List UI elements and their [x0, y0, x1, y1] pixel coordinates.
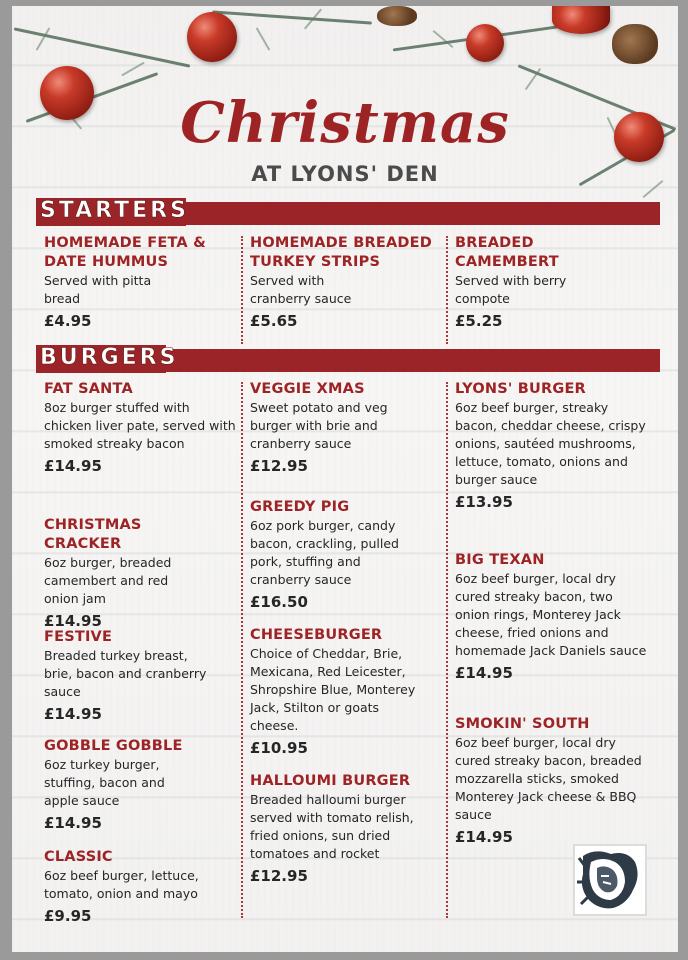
- item-name: HOMEMADE BREADED TURKEY STRIPS: [250, 235, 432, 270]
- item-price: £14.95: [44, 612, 102, 630]
- burger-item: [250, 626, 445, 758]
- column-divider: [241, 236, 243, 344]
- item-price: £4.95: [44, 312, 92, 330]
- item-description: 6oz beef burger, local dry cured streaky bacon, breaded mozzarella sticks, smoked Monterey Jack cheese & BBQ sauce: [455, 735, 642, 822]
- item-price: £14.95: [455, 828, 513, 846]
- item-description: 6oz turkey burger, stuffing, bacon and apple sauce: [44, 757, 165, 808]
- burger-item: [44, 516, 220, 631]
- item-description: 6oz burger, breaded camembert and red onion jam: [44, 555, 172, 606]
- item-name: SMOKIN' SOUTH: [455, 716, 590, 732]
- starter-item: [44, 234, 239, 331]
- item-name: CHEESEBURGER: [250, 627, 383, 643]
- menu-subtitle: AT LYONS' DEN: [251, 162, 439, 186]
- bauble-icon: [466, 24, 504, 62]
- burger-item: [44, 848, 239, 926]
- item-description: Sweet potato and veg burger with brie and cranberry sauce: [250, 400, 388, 451]
- burger-item: [455, 551, 650, 683]
- item-description: Served with berry compote: [455, 273, 567, 306]
- item-description: 6oz beef burger, streaky bacon, cheddar cheese, crispy onions, sautéed mushrooms, lettuce, tomato, onions and burger sauce: [455, 400, 646, 487]
- item-name: FAT SANTA: [44, 381, 133, 397]
- item-price: £14.95: [44, 457, 102, 475]
- burger-item: [250, 380, 445, 476]
- column-divider: [446, 236, 448, 344]
- item-price: £13.95: [455, 493, 513, 511]
- item-price: £5.65: [250, 312, 298, 330]
- lion-head-icon: [573, 844, 647, 916]
- item-name: HOMEMADE FETA & DATE HUMMUS: [44, 235, 206, 270]
- burger-item: [250, 498, 445, 612]
- item-price: £10.95: [250, 739, 308, 757]
- item-description: Served with cranberry sauce: [250, 273, 352, 306]
- item-name: GREEDY PIG: [250, 499, 350, 515]
- item-price: £5.25: [455, 312, 503, 330]
- item-name: HALLOUMI BURGER: [250, 773, 411, 789]
- bauble-icon: [187, 12, 237, 62]
- burger-item: [455, 715, 650, 847]
- bauble-icon: [552, 6, 610, 34]
- pinecone-icon: [377, 6, 417, 26]
- burger-item: [44, 737, 220, 833]
- item-description: 6oz beef burger, local dry cured streaky bacon, two onion rings, Monterey Jack cheese, fried onions and homemade Jack Daniels sauce: [455, 571, 647, 658]
- item-name: LYONS' BURGER: [455, 381, 586, 397]
- item-price: £14.95: [44, 814, 102, 832]
- item-name: CHRISTMAS CRACKER: [44, 517, 142, 552]
- burger-item: [44, 628, 220, 724]
- item-price: £12.95: [250, 867, 308, 885]
- item-price: £9.95: [44, 907, 92, 925]
- item-name: GOBBLE GOBBLE: [44, 738, 183, 754]
- burger-item: [455, 380, 650, 512]
- item-description: Served with pitta bread: [44, 273, 152, 306]
- burger-item: [250, 772, 445, 886]
- item-name: BREADED CAMEMBERT: [455, 235, 559, 270]
- starters-heading: STARTERS: [40, 198, 189, 223]
- column-divider: [446, 382, 448, 918]
- menu-title: Christmas: [180, 90, 510, 156]
- item-description: 6oz pork burger, candy bacon, crackling, pulled pork, stuffing and cranberry sauce: [250, 518, 399, 587]
- starter-item: [455, 234, 575, 331]
- item-price: £14.95: [44, 705, 102, 723]
- item-description: Breaded halloumi burger served with tomato relish, fried onions, sun dried tomatoes and rocket: [250, 792, 414, 861]
- item-price: £14.95: [455, 664, 513, 682]
- item-name: CLASSIC: [44, 849, 113, 865]
- item-name: FESTIVE: [44, 629, 113, 645]
- item-price: £16.50: [250, 593, 308, 611]
- item-price: £12.95: [250, 457, 308, 475]
- menu-card: [12, 6, 678, 952]
- burger-item: [44, 380, 239, 476]
- item-name: VEGGIE XMAS: [250, 381, 365, 397]
- burgers-heading: BURGERS: [40, 345, 179, 370]
- item-description: 6oz beef burger, lettuce, tomato, onion and mayo: [44, 868, 199, 901]
- item-name: BIG TEXAN: [455, 552, 545, 568]
- item-description: Breaded turkey breast, brie, bacon and cranberry sauce: [44, 648, 207, 699]
- column-divider: [241, 382, 243, 918]
- item-description: 8oz burger stuffed with chicken liver pate, served with smoked streaky bacon: [44, 400, 236, 451]
- item-description: Choice of Cheddar, Brie, Mexicana, Red Leicester, Shropshire Blue, Monterey Jack, Stilton or goats cheese.: [250, 646, 416, 733]
- starter-item: [250, 234, 445, 331]
- pinecone-icon: [612, 24, 658, 64]
